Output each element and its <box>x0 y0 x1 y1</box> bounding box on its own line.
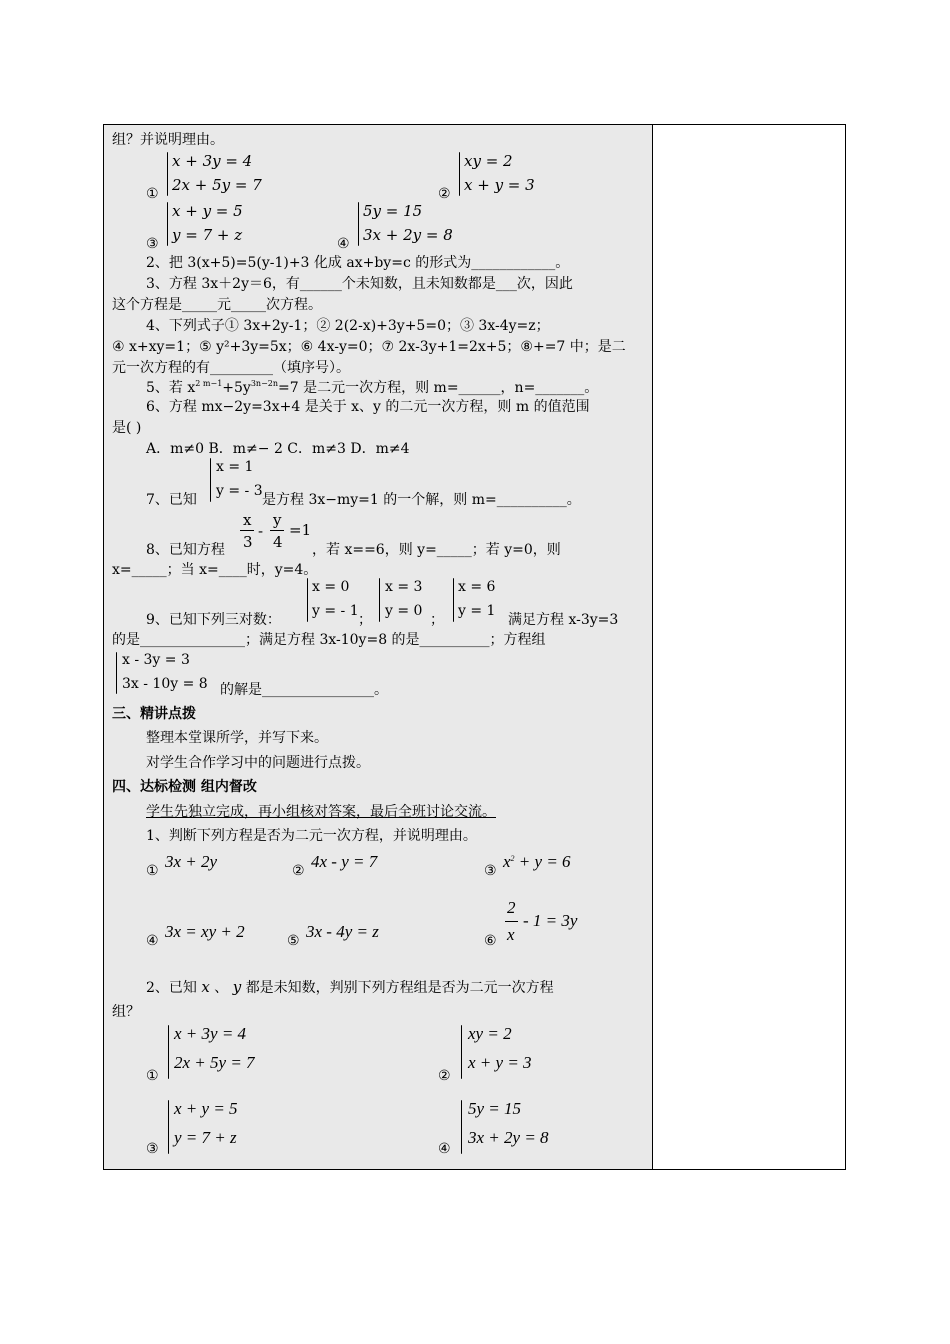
separator: 、 <box>214 980 229 996</box>
eq-3a: x + y = 5 <box>172 202 243 220</box>
question-4-line-1: 4、下列式子① 3x+2y-1；② 2(2-x)+3y+5=0；③ 3x-4y=z； <box>146 318 550 334</box>
eq-2b: x + y = 3 <box>468 1053 532 1072</box>
option-4-number: ④ <box>438 1141 451 1157</box>
question-4-line-2: ④ x+xy=1；⑤ y²+3y=5x；⑥ 4x-y=0；⑦ 2x-3y+1=2x+5；⑧+=7 中；是二 <box>112 339 626 355</box>
task-2-line-2: 组？ <box>112 1004 140 1020</box>
var-y: y <box>232 978 242 996</box>
task-2-prefix: 2、已知 <box>146 980 197 996</box>
option-3-number: ③ <box>146 1141 159 1157</box>
option-1-number: ① <box>146 186 159 202</box>
q5-exponent-1: 2 m−1 <box>195 379 223 388</box>
eq6-rest: - 1 = 3y <box>523 911 578 930</box>
task-2-line-1 <box>146 978 554 997</box>
system-eq-1: x - 3y = 3 <box>122 652 190 668</box>
brace <box>461 1025 462 1079</box>
eq-1a: x + 3y = 4 <box>172 152 253 170</box>
eq-option-2-number: ② <box>292 863 305 879</box>
eq-option-1: 3x + 2y <box>165 852 218 871</box>
eq-option-3 <box>503 853 571 874</box>
q5-text-b: +5y <box>222 380 251 396</box>
eq-3b: y = 7 + z <box>172 226 243 244</box>
brace <box>379 578 380 622</box>
var-x: x <box>201 978 210 996</box>
section-3-heading: 三、精讲点拨 <box>112 706 196 722</box>
option-4-number: ④ <box>337 236 350 252</box>
brace <box>168 1100 169 1154</box>
fraction-bar <box>505 921 518 922</box>
worksheet-table <box>103 124 846 1170</box>
eq-3a: x + y = 5 <box>174 1099 238 1118</box>
eq-1b: 2x + 5y = 7 <box>172 176 262 194</box>
section-3-line-1: 整理本堂课所学，并写下来。 <box>146 730 328 746</box>
question-7-suffix: 是方程 3x−my=1 的一个解，则 m=__________。 <box>262 492 581 508</box>
question-2: 2、把 3(x+5)=5(y-1)+3 化成 ax+by=c 的形式为____________。 <box>146 255 570 271</box>
pair-1-x: x = 0 <box>312 579 350 595</box>
brace <box>168 1025 169 1079</box>
eq-4b: 3x + 2y = 8 <box>468 1128 549 1147</box>
question-9-prefix: 9、已知下列三对数： <box>146 612 281 628</box>
brace <box>461 1100 462 1154</box>
eq-4a: 5y = 15 <box>468 1099 522 1118</box>
section-4-heading: 四、达标检测 组内督改 <box>112 779 257 795</box>
q7-eq-b: y = - 3 <box>216 483 263 499</box>
question-9-line-3: 的解是________________。 <box>220 682 388 698</box>
q5-text-a: 5、若 x <box>146 380 196 396</box>
system-eq-2: 3x - 10y = 8 <box>122 676 208 692</box>
brace <box>210 458 211 502</box>
option-2-number: ② <box>438 1068 451 1084</box>
eq-option-2: 4x - y = 7 <box>311 852 378 871</box>
q5-exponent-2: 3n−2n <box>250 379 279 388</box>
eq-option-5-number: ⑤ <box>287 933 300 949</box>
eq-4a: 5y = 15 <box>363 202 423 220</box>
q8-equals: =1 <box>289 521 312 539</box>
separator: ； <box>358 612 372 628</box>
brace <box>167 202 168 246</box>
question-6-choices: A．m≠0 B．m≠− 2 C．m≠3 D．m≠4 <box>146 441 410 457</box>
eq3-exponent: 2 <box>510 854 515 863</box>
eq-option-3-number: ③ <box>484 863 497 879</box>
brace <box>116 652 117 694</box>
fraction-bar <box>270 530 284 531</box>
fraction-bar <box>240 530 254 531</box>
eq-option-5: 3x - 4y = z <box>306 922 379 941</box>
eq-2a: xy = 2 <box>468 1024 512 1043</box>
question-8-suffix: ，若 x==6，则 y=_____；若 y=0，则 <box>312 542 561 558</box>
q8-numerator-2: y <box>273 511 282 529</box>
question-8-line-2: x=_____；当 x=____时，y=4。 <box>112 562 318 578</box>
question-6-line-1: 6、方程 mx−2y=3x+4 是关于 x、y 的二元一次方程，则 m 的值范围 <box>146 399 590 415</box>
section-4-instruction: 学生先独立完成，再小组核对答案，最后全班讨论交流。 <box>146 804 496 820</box>
eq-3b: y = 7 + z <box>174 1128 237 1147</box>
section-3-line-2: 对学生合作学习中的问题进行点拨。 <box>146 755 370 771</box>
pair-2-x: x = 3 <box>385 579 423 595</box>
pair-2-y: y = 0 <box>385 603 423 619</box>
q7-eq-a: x = 1 <box>216 459 254 475</box>
option-3-number: ③ <box>146 236 159 252</box>
eq-1b: 2x + 5y = 7 <box>174 1053 255 1072</box>
option-2-number: ② <box>438 186 451 202</box>
intro-line: 组？并说明理由。 <box>112 132 224 148</box>
content-cell <box>104 125 653 1169</box>
eq-2a: xy = 2 <box>464 152 513 170</box>
eq6-numerator: 2 <box>507 898 516 917</box>
question-4-line-3: 元一次方程的有_________（填序号）。 <box>112 360 350 376</box>
q8-minus: - <box>258 522 264 540</box>
question-9-line-2: 的是_______________；满足方程 3x-10y=8 的是__________；方程组 <box>112 632 546 648</box>
separator: ； <box>430 612 444 628</box>
eq6-denominator: x <box>507 925 515 944</box>
brace <box>167 152 168 196</box>
question-8-prefix: 8、已知方程 <box>146 542 225 558</box>
task-1-prompt: 1、判断下列方程是否为二元一次方程，并说明理由。 <box>146 828 477 844</box>
question-7-prefix: 7、已知 <box>146 492 197 508</box>
brace <box>307 578 308 622</box>
question-3-line-1: 3、方程 3x＋2y＝6，有______个未知数，且未知数都是___次，因此 <box>146 276 573 292</box>
question-3-line-2: 这个方程是_____元_____次方程。 <box>112 297 322 313</box>
question-9-suffix: 满足方程 x-3y=3 <box>508 612 619 628</box>
eq3-rest: + y = 6 <box>514 852 571 871</box>
q8-numerator-1: x <box>243 511 252 529</box>
brace <box>358 202 359 246</box>
pair-1-y: y = - 1 <box>312 603 359 619</box>
eq-4b: 3x + 2y = 8 <box>363 226 453 244</box>
question-5 <box>146 379 598 399</box>
q5-text-c: =7 是二元一次方程，则 m=______，n=_______。 <box>278 380 599 396</box>
option-1-number: ① <box>146 1068 159 1084</box>
question-6-line-2: 是( ) <box>112 420 142 436</box>
eq-option-1-number: ① <box>146 863 159 879</box>
brace <box>453 578 454 622</box>
eq-2b: x + y = 3 <box>464 176 535 194</box>
task-2-suffix: 都是未知数，判别下列方程组是否为二元一次方程 <box>245 980 554 996</box>
pair-3-x: x = 6 <box>458 579 496 595</box>
brace <box>459 152 460 196</box>
q8-denominator-2: 4 <box>273 533 283 551</box>
eq-option-4-number: ④ <box>146 933 159 949</box>
notes-cell <box>653 125 845 1169</box>
pair-3-y: y = 1 <box>458 603 496 619</box>
q8-denominator-1: 3 <box>243 533 253 551</box>
eq-option-6-number: ⑥ <box>484 933 497 949</box>
eq-1a: x + 3y = 4 <box>174 1024 247 1043</box>
eq3-base: x <box>503 852 511 871</box>
eq-option-4: 3x = xy + 2 <box>165 922 245 941</box>
